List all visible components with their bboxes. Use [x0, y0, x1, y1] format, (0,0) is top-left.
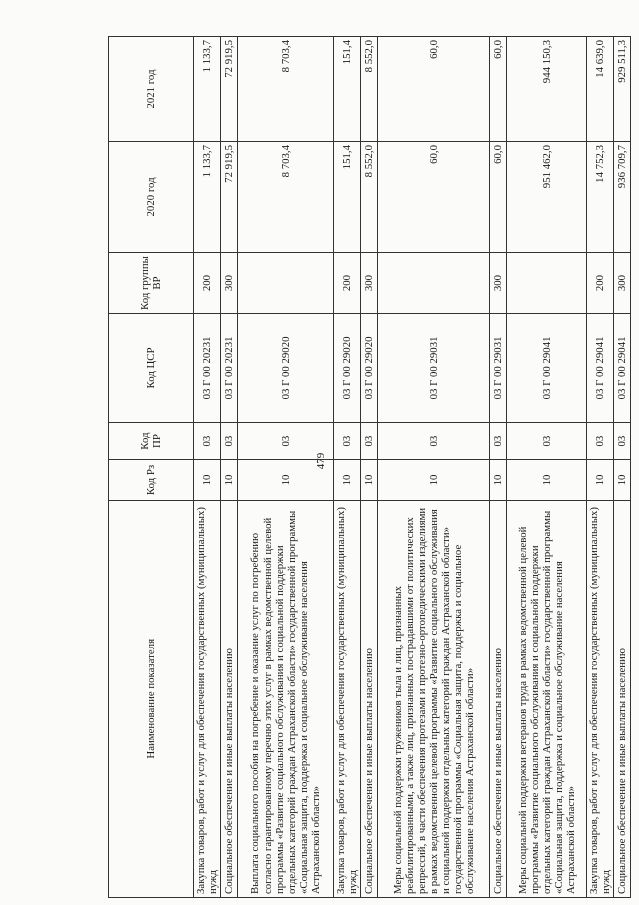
cell-y2021: 8 703,4 — [238, 37, 334, 142]
cell-csr: 03 Г 00 29031 — [490, 314, 507, 423]
cell-y2021: 60,0 — [378, 37, 490, 142]
cell-y2020: 60,0 — [378, 142, 490, 253]
cell-csr: 03 Г 00 29031 — [378, 314, 490, 423]
table-row — [361, 37, 378, 898]
cell-y2020: 72 919,5 — [221, 142, 238, 253]
page-number: 479 — [315, 452, 327, 470]
cell-rz: 10 — [490, 460, 507, 500]
table-row — [194, 37, 221, 898]
header-2020: 2020 год — [109, 142, 194, 253]
cell-csr: 03 Г 00 29020 — [238, 314, 334, 423]
cell-rz: 10 — [194, 460, 221, 500]
cell-y2021: 944 150,3 — [507, 37, 587, 142]
cell-pr: 03 — [378, 422, 490, 460]
cell-y2020: 14 752,3 — [587, 142, 614, 253]
table-row — [334, 37, 361, 898]
cell-pr: 03 — [334, 422, 361, 460]
cell-y2021: 151,4 — [334, 37, 361, 142]
cell-vr: 200 — [194, 252, 221, 313]
cell-pr: 03 — [221, 422, 238, 460]
table-row — [490, 37, 507, 898]
cell-csr: 03 Г 00 20231 — [221, 314, 238, 423]
cell-y2021: 929 511,3 — [614, 37, 631, 142]
cell-pr: 03 — [490, 422, 507, 460]
cell-name: Закупка товаров, работ и услуг для обеспечения государственных (муниципальных) нужд — [587, 500, 614, 897]
cell-pr: 03 — [361, 422, 378, 460]
cell-name: Выплата социального пособия на погребение и оказание услуг по погребению согласно гарантированному перечню этих услуг в рамках ведомственной целевой программы «Развитие социального обслуживания и социальной поддержки отдельных категорий граждан Астраханской области» государственной программы «Социальная защита, поддержка и социальное обслуживание населения Астраханской области» — [238, 500, 334, 897]
cell-rz: 10 — [238, 460, 334, 500]
cell-vr: 300 — [490, 252, 507, 313]
cell-pr: 03 — [614, 422, 631, 460]
header-vr: Код группы ВР — [109, 252, 194, 313]
header-row — [109, 37, 194, 898]
cell-vr: 300 — [614, 252, 631, 313]
cell-csr: 03 Г 00 29041 — [507, 314, 587, 423]
cell-y2020: 951 462,0 — [507, 142, 587, 253]
cell-y2021: 1 133,7 — [194, 37, 221, 142]
cell-y2021: 8 552,0 — [361, 37, 378, 142]
table-row — [587, 37, 614, 898]
cell-y2021: 14 639,0 — [587, 37, 614, 142]
cell-pr: 03 — [587, 422, 614, 460]
cell-y2020: 151,4 — [334, 142, 361, 253]
cell-csr: 03 Г 00 29041 — [614, 314, 631, 423]
cell-csr: 03 Г 00 29020 — [361, 314, 378, 423]
cell-name: Закупка товаров, работ и услуг для обеспечения государственных (муниципальных) нужд — [194, 500, 221, 897]
cell-y2021: 72 919,5 — [221, 37, 238, 142]
cell-pr: 03 — [194, 422, 221, 460]
header-rz: Код Рз — [109, 460, 194, 500]
cell-y2020: 8 703,4 — [238, 142, 334, 253]
cell-csr: 03 Г 00 29020 — [334, 314, 361, 423]
cell-y2020: 936 709,7 — [614, 142, 631, 253]
cell-vr: 200 — [587, 252, 614, 313]
budget-table — [108, 36, 631, 898]
cell-name: Меры социальной поддержки ветеранов труда в рамках ведомственной целевой программы «Развитие социального обслуживания и социальной поддержки отдельных категорий граждан Астраханской области» государственной программы «Социальная защита, поддержка и социальное обслуживание населения Астраханской области» — [507, 500, 587, 897]
cell-vr: 200 — [334, 252, 361, 313]
cell-name: Социальное обеспечение и иные выплаты населению — [221, 500, 238, 897]
cell-rz: 10 — [378, 460, 490, 500]
cell-y2020: 1 133,7 — [194, 142, 221, 253]
cell-name: Меры социальной поддержки тружеников тыла и лиц, признанных реабилитированными, а также лиц, признанных пострадавшими от политических репрессий, в части обеспечения протезами и протезно-ортопедическими изделиями в рамках ведомственной целевой программы «Развитие социального обслуживания и социальной поддержки отдельных категорий граждан Астраханской области» государственной программы «Социальная защита, поддержка и социальное обслуживание населения Астраханской области» — [378, 500, 490, 897]
cell-rz: 10 — [507, 460, 587, 500]
cell-rz: 10 — [614, 460, 631, 500]
cell-y2021: 60,0 — [490, 37, 507, 142]
cell-rz: 10 — [361, 460, 378, 500]
cell-name: Социальное обеспечение и иные выплаты населению — [361, 500, 378, 897]
cell-rz: 10 — [334, 460, 361, 500]
cell-name: Социальное обеспечение и иные выплаты населению — [614, 500, 631, 897]
header-pr: Код ПР — [109, 422, 194, 460]
header-csr: Код ЦСР — [109, 314, 194, 423]
cell-vr: 300 — [361, 252, 378, 313]
cell-vr — [507, 252, 587, 313]
cell-rz: 10 — [587, 460, 614, 500]
cell-name: Закупка товаров, работ и услуг для обеспечения государственных (муниципальных) нужд — [334, 500, 361, 897]
table-row — [238, 37, 334, 898]
table-row — [507, 37, 587, 898]
header-name: Наименование показателя — [109, 500, 194, 897]
cell-pr: 03 — [507, 422, 587, 460]
cell-vr — [378, 252, 490, 313]
cell-y2020: 8 552,0 — [361, 142, 378, 253]
table-row — [378, 37, 490, 898]
cell-csr: 03 Г 00 20231 — [194, 314, 221, 423]
header-2021: 2021 год — [109, 37, 194, 142]
cell-vr — [238, 252, 334, 313]
cell-rz: 10 — [221, 460, 238, 500]
cell-vr: 300 — [221, 252, 238, 313]
cell-csr: 03 Г 00 29041 — [587, 314, 614, 423]
rotated-table-wrapper — [108, 36, 629, 898]
cell-name: Социальное обеспечение и иные выплаты населению — [490, 500, 507, 897]
table-row — [614, 37, 631, 898]
cell-y2020: 60,0 — [490, 142, 507, 253]
cell-pr: 03 — [238, 422, 334, 460]
table-row — [221, 37, 238, 898]
